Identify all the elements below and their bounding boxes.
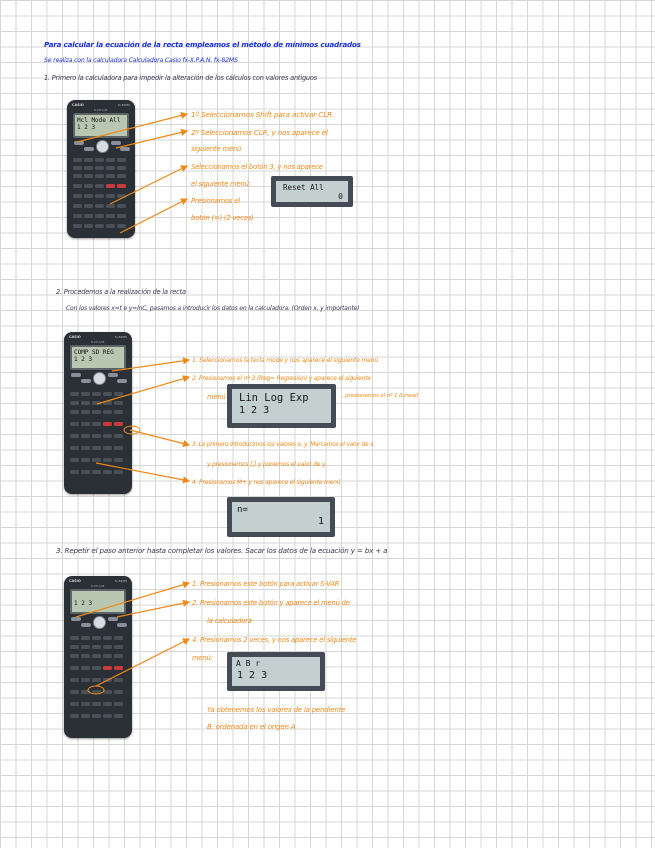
zoom-line-2: 0 (338, 192, 343, 201)
screen-line-2: 1 2 3 (74, 600, 93, 607)
calculator-model: fx-82MS (117, 103, 130, 107)
zoom-line-2: 1 2 3 (239, 405, 270, 416)
arrow (116, 131, 187, 148)
calculator-brand: CASIO (69, 335, 81, 339)
arrow (77, 114, 187, 142)
arrow (76, 583, 189, 617)
calculator-sub: S-V.P.A.M. (90, 340, 106, 344)
document-title: Para calcular la ecuación de la recta empleamos el método de mínimos cuadrados (44, 40, 361, 49)
s1-note-4: Seleccionamos el botón 3, y nos aparece (191, 163, 323, 171)
s2-note-7: 4. Presionamos M+ y nos aparece el siguiente menú (192, 479, 341, 486)
arrow (117, 602, 189, 617)
step1-heading: 1. Primero la calculadora para impedir la alteración de los cálculos con valores antiguos (44, 74, 317, 82)
s1-note-5: el siguiente menú: (191, 180, 251, 188)
zoom-line-1: n= (237, 505, 248, 515)
arrow (110, 166, 187, 204)
zoom-line-2: 1 (317, 516, 324, 527)
s3-note-3: la calculadora (207, 617, 252, 625)
calculator-sub: S-V.P.A.M. (90, 584, 106, 588)
calculator-model: fx-82MS (114, 579, 127, 583)
calculator-brand: CASIO (69, 579, 81, 583)
s2-note-3: menú (207, 393, 226, 401)
s2-note-4: , presionamos el nº 1 (Lineal) (342, 393, 419, 399)
arrow (96, 639, 189, 686)
s2-note-5: 3. Lo primero introducimos los valores x, y. Marcamos el valor de x (192, 442, 374, 448)
calculator-model: fx-82MS (114, 335, 127, 339)
s3-note-7: B, ordenada en el origen A (207, 723, 296, 731)
s3-note-4: 4. Presionamos 2 veces, y nos aparece el siguiente (192, 636, 357, 644)
s2-note-2: 2. Presionamos el nº 3 (Reg= Regresión) y aparece el siguiente (192, 375, 371, 382)
screen-line-1: COMP SD REG (74, 349, 114, 356)
zoom-line-2: 1 2 3 (237, 670, 268, 681)
s2-note-1: 1. Seleccionamos la tecla mode y nos aparece el siguiente menú (192, 357, 378, 364)
step3-heading: 3. Repetir el paso anterior hasta completar los valores. Sacar los datos de la ecuación y = bx + a (56, 546, 388, 555)
arrow (112, 360, 189, 371)
s3-note-2: 2. Presionamos este botón y aparece el menú de (192, 599, 350, 607)
s1-note-1: 1º Seleccionamos Shift para activar CLR (191, 110, 333, 119)
screen-line-2: 1 2 3 (77, 124, 96, 131)
s2-note-6: y presionamos [,] y ponemos el valor de y. (207, 461, 327, 468)
arrow (96, 463, 189, 481)
calculator-brand: CASIO (72, 103, 84, 107)
s3-note-6: Ya obtenemos los valores de la pendiente (207, 706, 346, 714)
s1-note-7: botón (=) (2 veces) (191, 214, 254, 222)
s1-note-3: siguiente menú (191, 145, 242, 153)
calculator-sub: S-V.P.A.M. (93, 108, 109, 112)
s3-note-1: 1. Presionamos este botón para activar S-VAR (192, 580, 340, 588)
screen-line-2: 1 2 3 (74, 356, 93, 363)
zoom-line-1: A B r (236, 659, 261, 668)
highlight-circle (88, 686, 104, 694)
screen-line-1: Mcl Mode All (77, 117, 121, 124)
arrow (97, 377, 189, 404)
step2-line: Con los valores x=t e y=lnC, pasamos a introducir los datos en la calculadora. (Orden x, y importante) (66, 305, 360, 312)
document-subtitle: Se realiza con la calculadora Calculadora Casio fx-X.P.A.N. fx-82MS (44, 57, 238, 64)
s1-note-2: 2º Seleccionamos CLR, y nos aparece el (191, 128, 328, 137)
zoom-line-1: Lin Log Exp (239, 392, 309, 404)
s3-note-5: menú: (192, 654, 213, 662)
zoom-line-1: Reset All (283, 183, 324, 192)
arrow (120, 199, 187, 233)
s1-note-6: Presionamos el (191, 197, 240, 205)
step2-heading: 2. Procedemos a la realización de la recta (56, 288, 186, 296)
